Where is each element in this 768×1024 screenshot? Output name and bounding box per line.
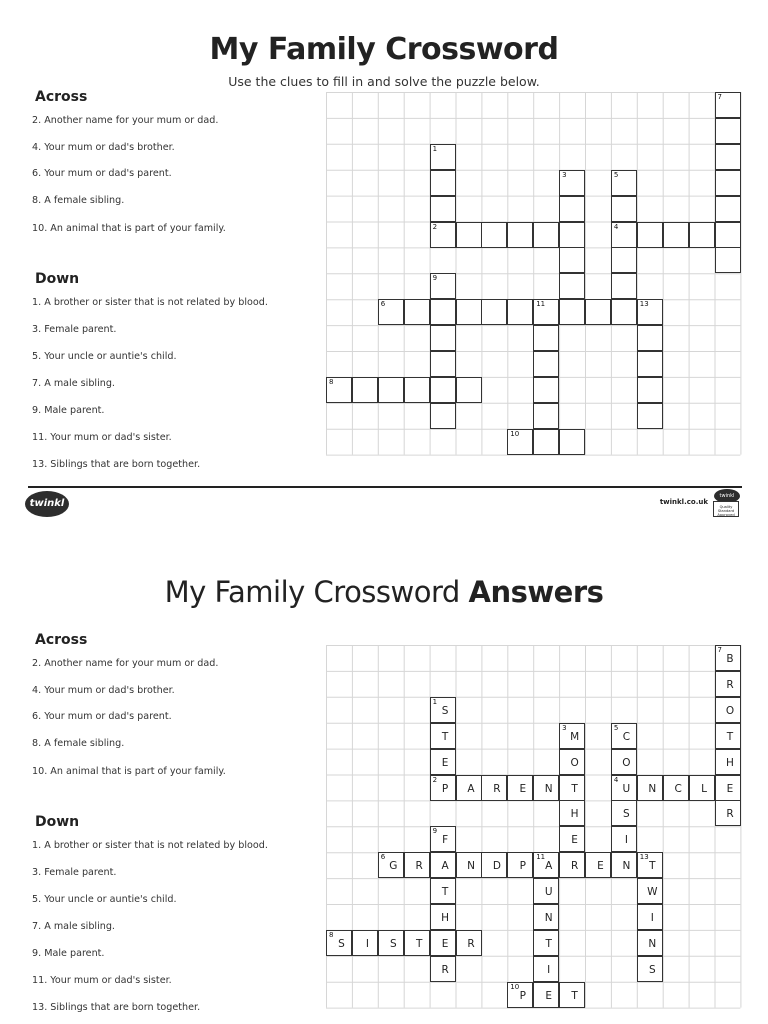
- answers-down-clue-9: 9. Male parent.: [32, 948, 105, 959]
- answer-letter: N: [648, 782, 657, 795]
- answers-cell: [352, 930, 378, 956]
- answers-down-heading: Down: [35, 814, 80, 830]
- clue-number: 5: [613, 170, 619, 179]
- answer-letter: D: [492, 860, 501, 873]
- answer-letter: O: [570, 756, 579, 769]
- answers-cell: [637, 775, 663, 801]
- puzzle-cell[interactable]: [637, 325, 663, 351]
- answers-cell: [430, 956, 456, 982]
- answer-letter: N: [622, 860, 631, 873]
- puzzle-cell[interactable]: [533, 222, 559, 248]
- puzzle-cell[interactable]: [456, 377, 482, 403]
- clue-number: 3: [562, 170, 567, 179]
- answers-cell: [430, 826, 456, 852]
- puzzle-cell[interactable]: [715, 118, 741, 144]
- answer-letter: R: [467, 937, 475, 950]
- answers-cell: [611, 723, 637, 749]
- puzzle-cell[interactable]: [430, 144, 456, 170]
- answers-cell: [663, 775, 689, 801]
- answer-letter: L: [701, 782, 708, 795]
- answer-letter: T: [726, 730, 734, 743]
- answer-letter: T: [441, 730, 449, 743]
- answers-cell: [637, 930, 663, 956]
- answers-cell: [559, 775, 585, 801]
- clue-number: 7: [717, 93, 722, 101]
- clue-number: 3: [562, 723, 567, 732]
- answer-letter: A: [545, 860, 553, 873]
- answer-letter: N: [544, 782, 553, 795]
- answer-letter: S: [623, 808, 630, 821]
- across-clue-8: 8. A female sibling.: [32, 195, 125, 206]
- answer-letter: B: [726, 653, 734, 665]
- answers-down-clue-3: 3. Female parent.: [32, 867, 117, 878]
- answer-letter: T: [571, 782, 578, 795]
- answers-cell: [715, 671, 741, 697]
- answers-cell: [533, 852, 559, 878]
- answers-cell: [533, 982, 559, 1008]
- answers-cell: [378, 930, 404, 956]
- answers-cell: [481, 852, 507, 878]
- answer-letter: R: [570, 860, 579, 873]
- across-clue-2: 2. Another name for your mum or dad.: [32, 115, 219, 126]
- answers-cell: [456, 775, 482, 801]
- puzzle-cell[interactable]: [430, 196, 456, 222]
- answers-cell: [430, 852, 456, 878]
- puzzle-cell[interactable]: [637, 377, 663, 403]
- answers-cell: [533, 775, 559, 801]
- answer-letter: C: [674, 782, 682, 795]
- answer-letter: E: [545, 989, 552, 1002]
- clue-number: 9: [432, 827, 438, 836]
- answer-letter: S: [338, 937, 345, 950]
- answer-letter: I: [624, 834, 628, 847]
- down-clue-9: 9. Male parent.: [32, 405, 105, 416]
- answer-letter: O: [725, 704, 735, 717]
- answers-cell: [637, 852, 663, 878]
- puzzle-cell[interactable]: [430, 377, 456, 403]
- puzzle-cell[interactable]: [533, 299, 559, 325]
- answer-letter: I: [365, 937, 369, 950]
- answers-cell: [637, 904, 663, 930]
- puzzle-cell[interactable]: [585, 299, 611, 325]
- answer-letter: P: [519, 989, 526, 1002]
- answers-down-clue-5: 5. Your uncle or auntie's child.: [32, 894, 177, 905]
- answer-letter: G: [389, 860, 398, 873]
- answers-cell: [559, 826, 585, 852]
- answer-letter: S: [389, 937, 397, 950]
- answer-letter: T: [415, 937, 423, 950]
- answer-letter: E: [726, 782, 734, 795]
- clue-number: 13: [639, 853, 649, 862]
- answer-letter: N: [544, 912, 553, 924]
- answer-letter: I: [547, 963, 551, 976]
- puzzle-cell[interactable]: [637, 299, 663, 325]
- puzzle-cell[interactable]: [559, 247, 585, 273]
- answers-cell: [689, 775, 715, 801]
- answers-across-clue-8: 8. A female sibling.: [32, 738, 125, 749]
- answer-letter: S: [648, 963, 656, 976]
- answer-letter: U: [544, 886, 553, 899]
- answers-cell: [559, 982, 585, 1008]
- clue-number: 1: [432, 144, 438, 153]
- across-clue-10: 10. An animal that is part of your family.: [32, 223, 226, 234]
- clue-number: 11: [536, 300, 546, 309]
- clue-number: 2: [432, 775, 438, 784]
- footer-site: twinkl.co.uk: [659, 498, 708, 506]
- clue-number: 10: [510, 429, 520, 438]
- answers-cell: [430, 723, 456, 749]
- clue-number: 4: [613, 222, 619, 231]
- puzzle-cell[interactable]: [611, 222, 637, 248]
- answers-cell: [481, 775, 507, 801]
- answers-title-bold: Answers: [468, 575, 604, 609]
- answers-cell: [404, 930, 430, 956]
- answers-cell: [533, 956, 559, 982]
- answers-cell: [559, 852, 585, 878]
- answers-down-clue-11: 11. Your mum or dad's sister.: [32, 975, 172, 986]
- badge-text: Quality Standard Approved: [713, 501, 739, 517]
- answer-letter: N: [467, 860, 475, 873]
- answers-across-clue-2: 2. Another name for your mum or dad.: [32, 658, 219, 669]
- answers-cell: [559, 800, 585, 826]
- puzzle-subtitle: Use the clues to fill in and solve the puzzle below.: [228, 74, 540, 89]
- puzzle-cell[interactable]: [430, 325, 456, 351]
- answers-cell: [378, 852, 404, 878]
- answers-cell: [611, 775, 637, 801]
- clue-number: 2: [432, 222, 438, 231]
- answers-across-clue-4: 4. Your mum or dad's brother.: [32, 685, 175, 696]
- answers-down-clue-13: 13. Siblings that are born together.: [32, 1002, 201, 1013]
- answer-letter: C: [622, 730, 631, 743]
- answer-letter: E: [441, 756, 449, 769]
- clue-number: 13: [639, 300, 649, 309]
- answers-cell: [611, 852, 637, 878]
- clue-number: 6: [380, 853, 386, 862]
- answers-across-clue-10: 10. An animal that is part of your family.: [32, 766, 226, 777]
- answer-letter: M: [570, 730, 580, 743]
- clue-number: 9: [432, 274, 438, 283]
- puzzle-cell[interactable]: [663, 222, 689, 248]
- answers-cell: [456, 852, 482, 878]
- answers-cell: [430, 697, 456, 723]
- answer-letter: E: [441, 937, 449, 950]
- puzzle-cell[interactable]: [507, 429, 533, 455]
- puzzle-cell[interactable]: [715, 247, 741, 273]
- answer-letter: W: [647, 886, 658, 899]
- down-clue-5: 5. Your uncle or auntie's child.: [32, 351, 177, 362]
- puzzle-cell[interactable]: [404, 299, 430, 325]
- clue-number: 1: [432, 697, 438, 706]
- puzzle-cell[interactable]: [533, 325, 559, 351]
- answers-down-clue-1: 1. A brother or sister that is not related by blood.: [32, 840, 268, 851]
- puzzle-cell[interactable]: [689, 222, 715, 248]
- puzzle-cell[interactable]: [637, 351, 663, 377]
- answers-cell: [326, 930, 352, 956]
- puzzle-cell[interactable]: [715, 144, 741, 170]
- puzzle-cell[interactable]: [637, 403, 663, 429]
- answer-letter: T: [545, 937, 552, 950]
- answer-letter: T: [441, 886, 449, 899]
- answers-cell: [715, 645, 741, 671]
- answer-letter: E: [597, 860, 604, 873]
- answer-letter: S: [441, 704, 449, 717]
- crossword-grid: [326, 92, 740, 466]
- puzzle-cell[interactable]: [559, 222, 585, 248]
- answers-cell: [715, 775, 741, 801]
- puzzle-cell[interactable]: [637, 222, 663, 248]
- puzzle-cell[interactable]: [378, 299, 404, 325]
- answers-cell: [637, 956, 663, 982]
- clue-number: 11: [536, 853, 546, 862]
- clue-number: 7: [717, 646, 722, 654]
- badge-logo: twinkl: [714, 489, 740, 503]
- answers-cell: [430, 878, 456, 904]
- clue-number: 6: [380, 300, 386, 309]
- answer-letter: R: [726, 808, 734, 821]
- answers-cell: [637, 878, 663, 904]
- puzzle-cell[interactable]: [352, 377, 378, 403]
- puzzle-cell[interactable]: [715, 196, 741, 222]
- answers-cell: [456, 930, 482, 956]
- puzzle-cell[interactable]: [715, 170, 741, 196]
- puzzle-cell[interactable]: [430, 351, 456, 377]
- answers-cell: [715, 749, 741, 775]
- answers-cell: [611, 800, 637, 826]
- answer-letter: T: [649, 860, 656, 873]
- answers-cell: [430, 775, 456, 801]
- across-clue-4: 4. Your mum or dad's brother.: [32, 142, 175, 153]
- answers-cell: [404, 852, 430, 878]
- answers-cell: [585, 852, 611, 878]
- answer-letter: H: [570, 808, 579, 821]
- puzzle-cell[interactable]: [378, 377, 404, 403]
- puzzle-cell[interactable]: [533, 377, 559, 403]
- puzzle-cell[interactable]: [715, 92, 741, 118]
- puzzle-cell[interactable]: [559, 429, 585, 455]
- puzzle-cell[interactable]: [430, 222, 456, 248]
- down-clue-11: 11. Your mum or dad's sister.: [32, 432, 172, 443]
- puzzle-cell[interactable]: [507, 299, 533, 325]
- answers-cell: [715, 697, 741, 723]
- puzzle-cell[interactable]: [715, 222, 741, 248]
- puzzle-cell[interactable]: [481, 299, 507, 325]
- puzzle-cell[interactable]: [559, 273, 585, 299]
- puzzle-cell[interactable]: [559, 170, 585, 196]
- answer-letter: R: [726, 678, 734, 691]
- puzzle-cell[interactable]: [430, 170, 456, 196]
- puzzle-title: My Family Crossword: [209, 32, 559, 67]
- footer-divider: [28, 486, 742, 488]
- answers-title: [0, 575, 768, 609]
- answers-cell: [611, 749, 637, 775]
- clue-number: 8: [329, 377, 334, 386]
- twinkl-logo: twinkl: [25, 491, 69, 517]
- clue-number: 8: [329, 930, 334, 939]
- answers-cell: [507, 775, 533, 801]
- quality-badge: [713, 489, 741, 519]
- answer-letter: R: [415, 860, 423, 873]
- answer-letter: R: [493, 782, 501, 795]
- answers-cell: [715, 800, 741, 826]
- answer-letter: U: [622, 782, 631, 795]
- answers-cell: [611, 826, 637, 852]
- clue-number: 5: [613, 723, 619, 732]
- answer-letter: H: [441, 912, 450, 924]
- down-clue-7: 7. A male sibling.: [32, 378, 115, 389]
- answers-cell: [507, 852, 533, 878]
- answers-cell: [430, 930, 456, 956]
- answer-letter: E: [519, 782, 527, 795]
- answer-letter: A: [467, 782, 475, 795]
- puzzle-cell[interactable]: [533, 403, 559, 429]
- answers-cell: [559, 723, 585, 749]
- puzzle-cell[interactable]: [430, 403, 456, 429]
- puzzle-cell[interactable]: [533, 429, 559, 455]
- answer-letter: N: [648, 937, 657, 950]
- puzzle-cell[interactable]: [430, 299, 456, 325]
- answers-cell: [533, 904, 559, 930]
- answers-down-clue-7: 7. A male sibling.: [32, 921, 115, 932]
- puzzle-cell[interactable]: [611, 196, 637, 222]
- puzzle-cell[interactable]: [456, 222, 482, 248]
- answer-letter: R: [441, 963, 449, 976]
- clue-number: 10: [510, 982, 520, 991]
- puzzle-cell[interactable]: [481, 222, 507, 248]
- answers-cell: [430, 904, 456, 930]
- answer-letter: O: [622, 756, 631, 769]
- down-clue-1: 1. A brother or sister that is not related by blood.: [32, 297, 268, 308]
- across-clue-6: 6. Your mum or dad's parent.: [32, 168, 172, 179]
- down-clue-3: 3. Female parent.: [32, 324, 117, 335]
- clue-number: 4: [613, 775, 619, 784]
- puzzle-cell[interactable]: [430, 273, 456, 299]
- answers-cell: [559, 749, 585, 775]
- answers-cell: [533, 930, 559, 956]
- puzzle-cell[interactable]: [456, 299, 482, 325]
- puzzle-cell[interactable]: [507, 222, 533, 248]
- answers-cell: [430, 749, 456, 775]
- answer-letter: A: [441, 860, 449, 873]
- answers-across-clue-6: 6. Your mum or dad's parent.: [32, 711, 172, 722]
- answers-cell: [715, 723, 741, 749]
- answer-letter: P: [441, 782, 449, 795]
- puzzle-cell[interactable]: [611, 170, 637, 196]
- puzzle-cell[interactable]: [611, 273, 637, 299]
- puzzle-cell[interactable]: [559, 196, 585, 222]
- answers-cell: [507, 982, 533, 1008]
- down-clue-13: 13. Siblings that are born together.: [32, 459, 201, 470]
- across-heading: Across: [35, 89, 88, 105]
- answer-letter: E: [571, 834, 578, 847]
- answer-letter: I: [650, 912, 654, 924]
- puzzle-cell[interactable]: [533, 351, 559, 377]
- answers-grid: [326, 645, 740, 1019]
- answers-title-plain: My Family Crossword: [164, 575, 469, 609]
- puzzle-cell[interactable]: [611, 247, 637, 273]
- answer-letter: H: [726, 756, 734, 769]
- puzzle-cell[interactable]: [559, 299, 585, 325]
- answer-letter: F: [442, 834, 449, 847]
- puzzle-cell[interactable]: [611, 299, 637, 325]
- answers-cell: [533, 878, 559, 904]
- puzzle-cell[interactable]: [326, 377, 352, 403]
- answer-letter: T: [571, 989, 578, 1002]
- answers-across-heading: Across: [35, 632, 88, 648]
- puzzle-cell[interactable]: [404, 377, 430, 403]
- answer-letter: P: [519, 860, 526, 873]
- down-heading: Down: [35, 271, 80, 287]
